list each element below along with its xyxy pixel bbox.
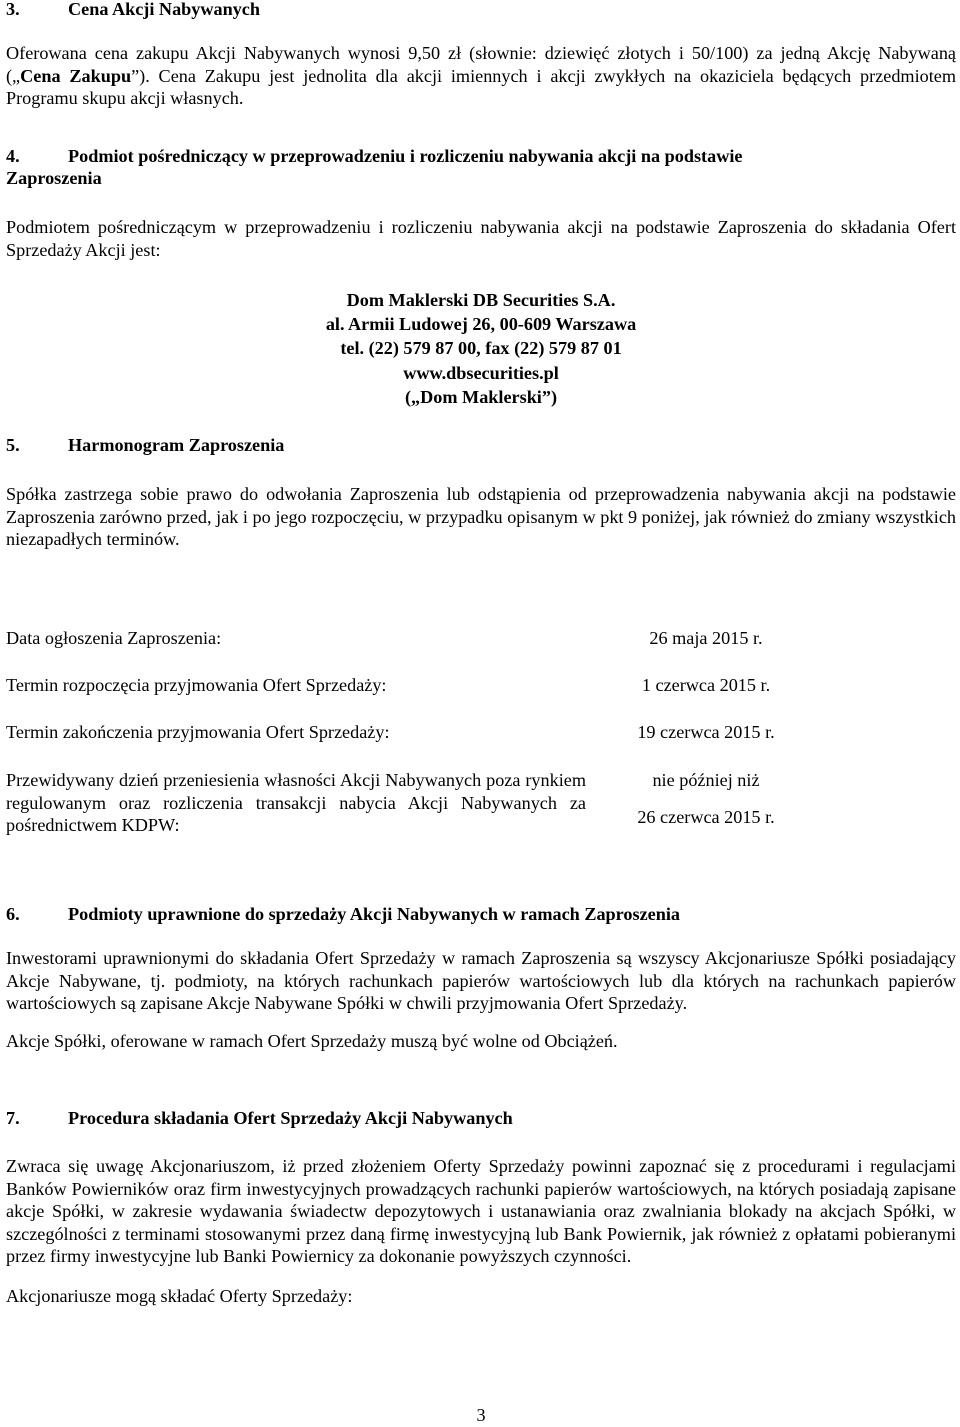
broker-name: Dom Maklerski DB Securities S.A. xyxy=(346,290,616,310)
schedule-label: Data ogłoszenia Zaproszenia: xyxy=(6,628,222,648)
broker-phone: tel. (22) 579 87 00, fax (22) 579 87 01 xyxy=(340,338,622,358)
page-number: 3 xyxy=(476,1405,486,1425)
schedule-label: Termin zakończenia przyjmowania Ofert Sprzedaży: xyxy=(6,722,390,742)
broker-alias: („Dom Maklerski”) xyxy=(404,387,558,407)
section-5-heading: 5. Harmonogram Zaproszenia xyxy=(6,435,285,455)
section-6-heading: 6. Podmioty uprawnione do sprzedaży Akcji Nabywanych w ramach Zaproszenia xyxy=(6,904,680,924)
section-7-paragraph: Akcjonariusze mogą składać Oferty Sprzedaży: xyxy=(6,1286,353,1306)
section-5-paragraph: Spółka zastrzega sobie prawo do odwołania Zaproszenia lub odstąpienia od przeprowadzenia nabywania akcji na podstawie Zaproszenia zarówno przed, jak i po jego rozpoczęciu, w przypadku opisanym w pkt 9 poniżej, jak również do zmiany wszystkich niezapadłych terminów. xyxy=(6,484,956,549)
section-7-heading: 7. Procedura składania Ofert Sprzedaży Akcji Nabywanych xyxy=(6,1108,513,1128)
cena-zakupu-term: Cena Zakupu xyxy=(20,65,132,86)
section-3-heading: 3. Cena Akcji Nabywanych xyxy=(6,0,260,19)
schedule-value: nie później niż xyxy=(652,770,760,790)
section-6-paragraph: Akcje Spółki, oferowane w ramach Ofert Sprzedaży muszą być wolne od Obciążeń. xyxy=(6,1031,618,1051)
schedule-label: Przewidywany dzień przeniesienia własności Akcji Nabywanych poza rynkiem regulowanym oraz rozliczenia transakcji nabycia Akcji Nabywanych za pośrednictwem KDPW: xyxy=(6,770,586,835)
section-3-paragraph: Oferowana cena zakupu Akcji Nabywanych wynosi 9,50 zł (słownie: dziewięć złotych i 50/100) za jedną Akcję Nabywaną („Cena Zakupu”). Cena Zakupu jest jednolita dla akcji imiennych i akcji zwykłych na okaziciela będących przedmiotem Programu skupu akcji własnych. xyxy=(6,43,956,108)
section-7-paragraph: Zwraca się uwagę Akcjonariuszom, iż przed złożeniem Oferty Sprzedaży powinni zapoznać się z procedurami i regulacjami Banków Powierników oraz firm inwestycyjnych prowadzących rachunki papierów wartościowych, na których posiadają zapisane akcje Spółki, w zakresie wydawania świadectw depozytowych i ustanawiania oraz zwalniania blokady na akcjach Spółki, w szczególności z terminami stosowanymi przez daną firmę inwestycyjną lub Bank Powiernik, jak również z opłatami pobieranymi przez firmy inwestycyjne lub Banki Powiernicy za dokonanie powyższych czynności. xyxy=(6,1156,956,1266)
section-4-heading: 4. Podmiot pośredniczący w przeprowadzeniu i rozliczeniu nabywania akcji na podstawie xyxy=(6,146,743,166)
schedule-value: 19 czerwca 2015 r. xyxy=(637,722,775,742)
schedule-value: 1 czerwca 2015 r. xyxy=(641,675,771,695)
section-4-heading-cont: Zaproszenia xyxy=(6,168,102,188)
section-4-paragraph: Podmiotem pośredniczącym w przeprowadzeniu i rozliczeniu nabywania akcji na podstawie Zaproszenia do składania Ofert Sprzedaży Akcji jest: xyxy=(6,217,956,260)
section-6-paragraph: Inwestorami uprawnionymi do składania Ofert Sprzedaży w ramach Zaproszenia są wszyscy Akcjonariusze Spółki posiadający Akcje Nabywane, tj. podmioty, na których rachunkach papierów wartościowych lub dla których na rachunkach papierów wartościowych są zapisane Akcje Nabywane Spółki w chwili przyjmowania Ofert Sprzedaży. xyxy=(6,948,956,1013)
broker-address: al. Armii Ludowej 26, 00-609 Warszawa xyxy=(325,314,637,334)
broker-website: www.dbsecurities.pl xyxy=(403,363,559,383)
schedule-value: 26 czerwca 2015 r. xyxy=(637,807,775,827)
schedule-label: Termin rozpoczęcia przyjmowania Ofert Sprzedaży: xyxy=(6,675,387,695)
schedule-value: 26 maja 2015 r. xyxy=(649,628,763,648)
